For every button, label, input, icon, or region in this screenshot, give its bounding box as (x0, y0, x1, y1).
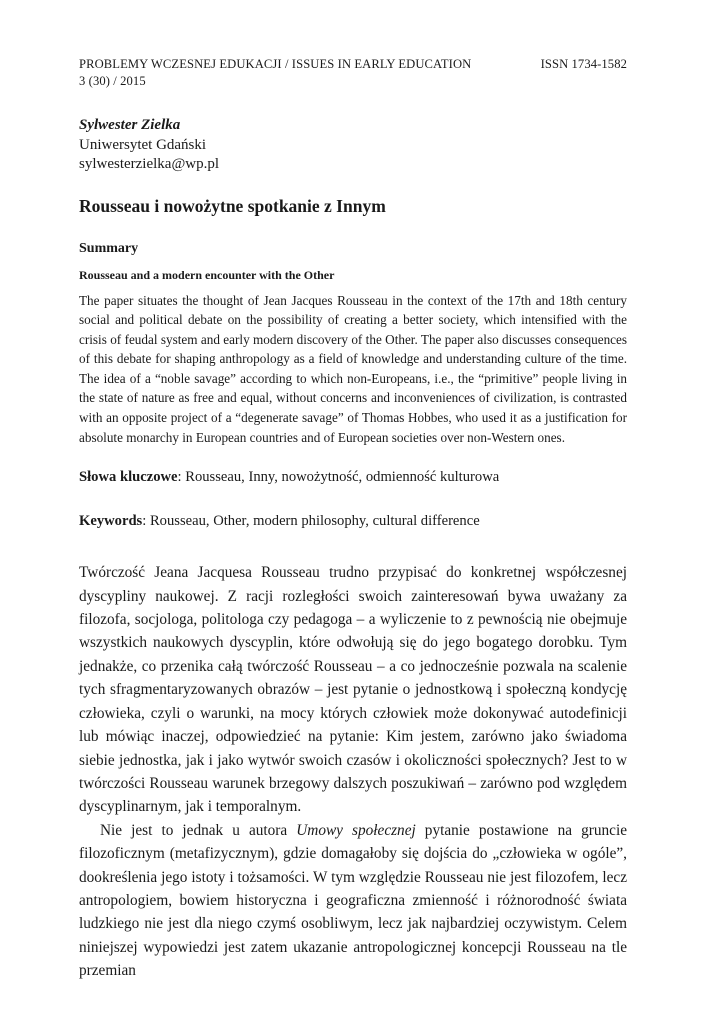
author-affiliation: Uniwersytet Gdański (79, 136, 207, 153)
keywords-polish-label: Słowa kluczowe (79, 469, 178, 486)
article-page (79, 56, 627, 983)
cited-work-title: Umowy społecznej (296, 821, 416, 839)
paragraph-2-start: Nie jest to jednak u autora (100, 821, 297, 839)
body-text (79, 561, 627, 982)
keywords-english-values: : Rousseau, Other, modern philosophy, cultural difference (142, 513, 480, 530)
keywords-polish (79, 467, 627, 487)
summary-text: The paper situates the thought of Jean Jacques Rousseau in the context of the 17th and 18th century social and political debate on the possibility of creating a better society, which intensified with the crisis of feudal system and early modern discovery of the Other. The paper also discusses consequences of this debate for shaping anthropology as a field of knowledge and understanding culture of the time. The idea of a “noble savage” according to which non-Europeans, i.e., the “primitive” people living in the state of nature as free and equal, without concerns and inconveniences of civilization, is contrasted with an opposite project of a “degenerate savage” of Thomas Hobbes, who used it as a justification for absolute monarchy in European countries and of European societies over non-Western ones. (79, 292, 627, 445)
body-paragraph-1: Twórczość Jeana Jacquesa Rousseau trudno przypisać do konkretnej współczesnej dyscypliny naukowej. Z racji rozległości swoich zainteresowań bywa uważany za filozofa, socjologa, politologa czy pedagoga – a wyliczenie to z pewnością nie obejmuje wszystkich naukowych dyscyplin, które odwołują się do jego bogatego dorobku. Tym jednakże, co przenika całą twórczość Rousseau – a co jednocześnie pozwala na scalenie tych sfragmentaryzowanych obrazów – jest pytanie o jednostkową i społeczną kondycję człowieka, czyli o warunki, na mocy których człowiek może dokonywać autodefinicji lub mówiąc inaczej, odpowiedzieć na pytanie: Kim jestem, zarówno jako świadoma siebie jednostka, jak i jako wytwór swoich czasów i okoliczności społecznych? Jest to w twórczości Rousseau warunek brzegowy dalszych poszukiwań – zarówno pod względem dyscyplinarnym, jak i temporalnym. (79, 564, 627, 816)
author-name: Sylwester Zielka (79, 117, 181, 133)
summary-heading: Summary (79, 240, 139, 256)
keywords-english (79, 511, 627, 531)
author-block (79, 116, 627, 175)
keywords-polish-values: : Rousseau, Inny, nowożytność, odmienność kulturowa (177, 469, 500, 486)
author-email: sylwesterzielka@wp.pl (79, 156, 220, 172)
summary-subtitle: Rousseau and a modern encounter with the Other (79, 267, 335, 282)
paragraph-2-rest: pytanie postawione na gruncie filozoficznym (metafizycznym), gdzie domagałoby się dojścia do „człowieka w ogóle”, dookreślenia jego istoty i tożsamości. W tym względzie Rousseau nie jest filozofem, lecz antropologiem, bowiem historyczna i geograficzna zmienność i różnorodność świata ludzkiego nie jest dla niego czymś osobliwym, lecz jak najbardziej oczywistym. Celem niniejszej wypowiedzi jest zatem ukazanie antropologicznej koncepcji Rousseau na tle przemian (79, 821, 627, 980)
running-head (79, 56, 627, 90)
keywords-english-label: Keywords (79, 513, 143, 530)
journal-name: PROBLEMY WCZESNEJ EDUKACJI / ISSUES IN EARLY EDUCATION (79, 57, 472, 71)
article-title: Rousseau i nowożytne spotkanie z Innym (79, 195, 386, 216)
issue-number: 3 (30) / 2015 (79, 74, 146, 88)
body-paragraph-2 (79, 819, 627, 983)
issn-number: ISSN 1734-1582 (540, 57, 627, 71)
